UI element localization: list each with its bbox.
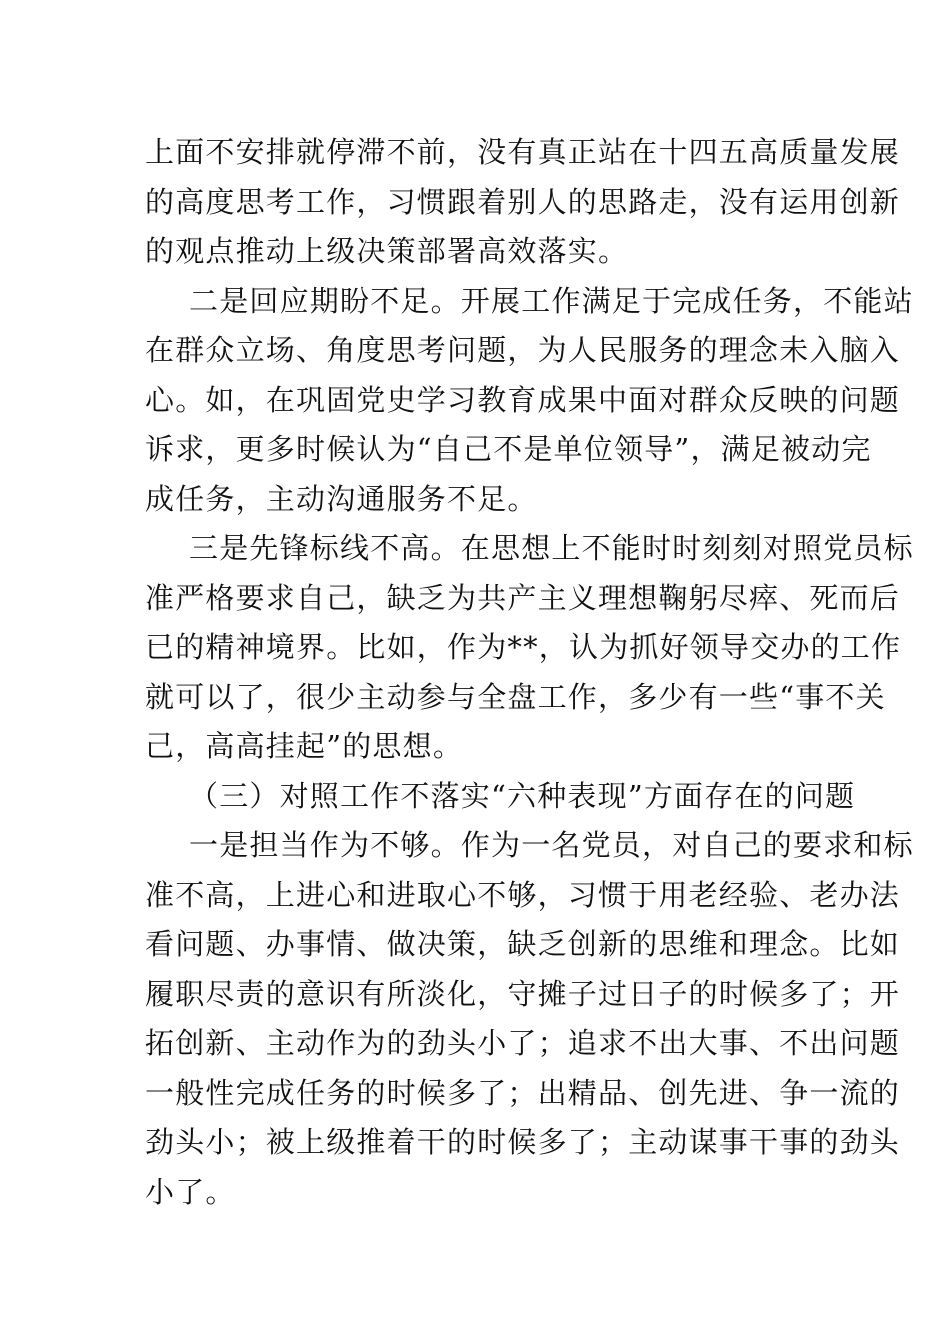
body-text [145, 128, 914, 1217]
text-line-2: 的高度思考工作，习惯跟着别人的思路走，没有运用创新 [145, 184, 901, 219]
text-line-10: 准严格要求自己，缺乏为共产主义理想鞠躬尽瘁、死而后 [145, 580, 901, 615]
text-line-19: 拓创新、主动作为的劲头小了；追求不出大事、不出问题 [145, 1026, 901, 1060]
text-line-13: 己，高高挂起”的思想。 [145, 729, 464, 763]
text-line-17: 看问题、办事情、做决策，缺乏创新的思维和理念。比如 [145, 927, 901, 961]
text-line-11: 已的精神境界。比如，作为**，认为抓好领导交办的工作 [145, 630, 902, 664]
text-line-4: 二是回应期盼不足。开展工作满足于完成任务，不能站 [189, 283, 914, 318]
text-line-18: 履职尽责的意识有所淡化，守摊子过日子的时候多了；开 [145, 976, 901, 1011]
text-line-15: 一是担当作为不够。作为一名党员，对自己的要求和标 [189, 828, 914, 862]
text-line-1: 上面不安排就停滞不前，没有真正站在十四五高质量发展 [145, 135, 901, 169]
text-line-6: 心。如，在巩固党史学习教育成果中面对群众反映的问题 [145, 382, 901, 417]
text-line-20: 一般性完成任务的时候多了；出精品、创先进、争一流的 [145, 1075, 901, 1110]
text-line-21: 劲头小；被上级推着干的时候多了；主动谋事干事的劲头 [145, 1125, 901, 1159]
text-line-12: 就可以了，很少主动参与全盘工作，多少有一些“事不关 [145, 679, 886, 714]
text-line-22: 小了。 [145, 1174, 236, 1209]
text-line-7: 诉求，更多时候认为“自己不是单位领导”，满足被动完 [145, 432, 872, 466]
text-line-16: 准不高，上进心和进取心不够，习惯于用老经验、老办法 [145, 877, 901, 912]
section-heading: （三）对照工作不落实“六种表现”方面存在的问题 [189, 778, 856, 813]
text-line-5: 在群众立场、角度思考问题，为人民服务的理念未入脑入 [145, 333, 901, 367]
text-line-8: 成任务，主动沟通服务不足。 [145, 481, 538, 516]
text-line-3: 的观点推动上级决策部署高效落实。 [145, 234, 629, 268]
text-line-9: 三是先锋标线不高。在思想上不能时时刻刻对照党员标 [189, 531, 914, 565]
